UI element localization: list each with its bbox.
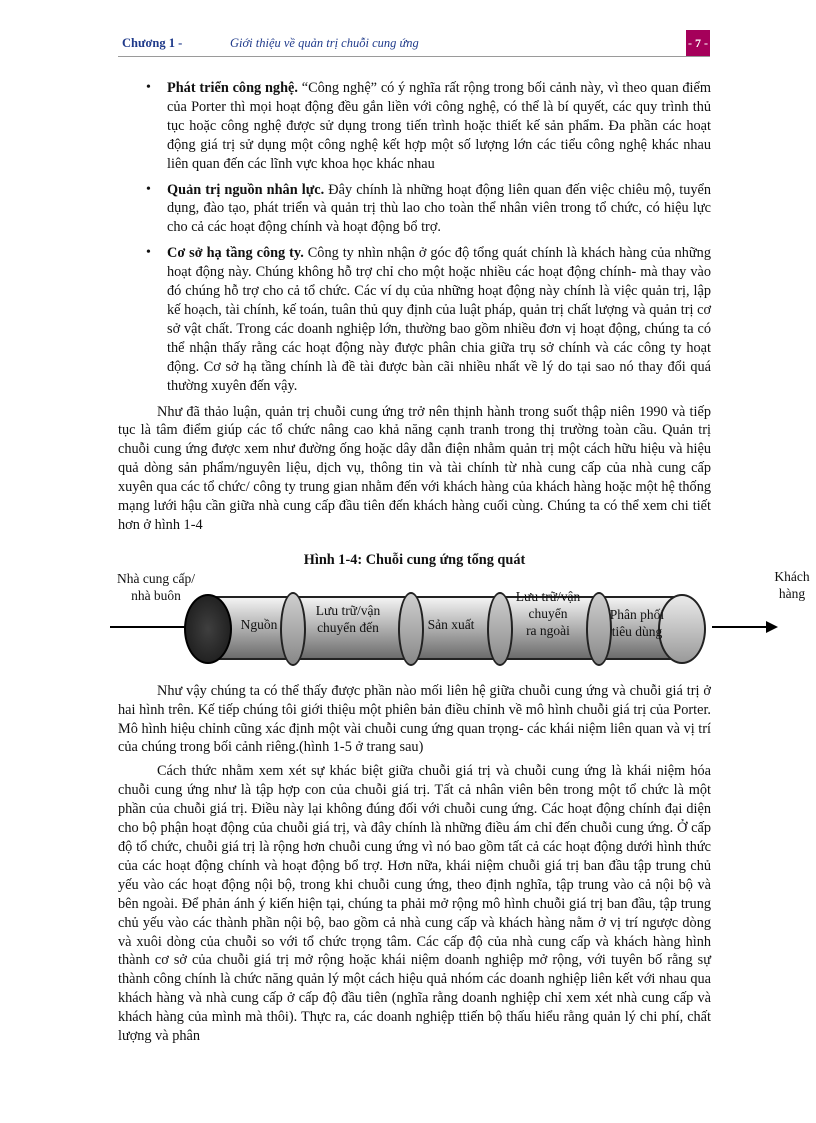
output-arrow	[712, 626, 768, 628]
supplier-label: Nhà cung cấp/ nhà buôn	[117, 570, 195, 603]
bullet-title: Cơ sở hạ tầng công ty.	[167, 245, 304, 262]
page-number-badge: - 7 -	[686, 30, 710, 56]
segment-source: Nguồn	[240, 616, 278, 632]
bullet-icon: •	[146, 80, 151, 95]
bullet-title: Quản trị nguồn nhân lực.	[167, 181, 325, 198]
paragraph: Như đã thảo luận, quản trị chuỗi cung ứng trở nên thịnh hành trong suốt thập niên 1990 và tiếp tục là tâm điểm giúp các tổ chức nâng cao khả năng cạnh tranh trong thị trường toàn cầu. Quản trị chuỗi cung ứng được xem như đường ống hoặc dây dẫn điện nhằm quản trị một cách hữu hiệu và hiệu quả dòng sản phẩm/nguyên liệu, dịch vụ, thông tin và tài chính từ nhà cung cấp của nhà cung cấp xuyên qua các tổ chức/ công ty trung gian nhằm đến với khách hàng của khách hàng hoặc một hệ thống mạng lưới hậu cần giữa nhà cung cấp đầu tiên đến khách hàng cuối cùng. Chúng ta có thể xem chi tiết hơn ở hình 1-4	[118, 403, 711, 533]
bullet-text: Công ty nhìn nhận ở góc độ tổng quát chính là khách hàng của những hoạt động này. Chúng không hỗ trợ chỉ cho một hoặc nhiều các hoạt động chính- mà thay vào đó chúng hỗ trợ cho cả tổ chức. Các ví dụ của những hoạt động này chính là việc quản trị, lập kế hoạch, tài chính, kế toán, tuân thủ quy định của luật pháp, quản trị chất lượng và quản trị cơ sở vật chất. Trong các doanh nghiệp lớn, thường bao gồm nhiều đơn vị hoạt động, chúng ta có thể nhận thấy rằng các hoạt động này được phân chia giữa trụ sở chính và các công ty hoạt động. Cơ sở hạ tầng chính là đề tài được bàn cãi nhiều nhất về lý do tại sao nó thay đổi quá thường xuyên đến vậy.	[167, 245, 711, 394]
bullet-list	[118, 79, 711, 396]
bullet-text: “Công nghệ” có ý nghĩa rất rộng trong bối cảnh này, vì theo quan điểm của Porter thì mọi hoạt động đều gắn liền với công nghệ, có thể là bí quyết, các quy trình thủ tục hoặc công nghệ được sử dụng trong tiến trình hoặc thiết kế sản phẩm. Đa phần các hoạt động giá trị sử dụng một công nghệ kết hợp một số lượng lớn các tiểu công nghệ khác nhau liên quan đến các lĩnh vực khoa học khác nhau	[167, 80, 711, 172]
figure-caption: Hình 1-4: Chuỗi cung ứng tổng quát	[303, 551, 526, 568]
page-header	[118, 30, 710, 54]
segment-inbound-logistics: Lưu trữ/vận chuyển đến	[315, 602, 381, 635]
bullet-title: Phát triển công nghệ.	[167, 80, 298, 96]
header-chapter: Chương 1 -	[122, 36, 183, 50]
customer-label: Khách hàng	[774, 568, 810, 601]
segment-production: Sản xuất	[427, 616, 475, 632]
bullet-item	[118, 79, 711, 174]
bullet-icon: •	[146, 181, 151, 197]
supply-chain-diagram	[110, 568, 816, 678]
paragraph: Cách thức nhằm xem xét sự khác biệt giữa chuỗi giá trị và chuỗi cung ứng là khái niệm hóa chuỗi cung ứng như là tập hợp con của chuỗi giá trị. Tất cả nhân viên bên trong một tổ chức là một phần của chuỗi giá trị. Điều này lại không đúng đối với chuỗi cung ứng. Các hoạt động chính đại diện cho bộ phận hoạt động của chuỗi giá trị, và đây chính là những điều ám chỉ đến chuỗi cung ứng. Ở cấp độ tổ chức, chuỗi giá trị là rộng hơn chuỗi cung ứng vì nó bao gồm tất cả các hoạt động dưới hình thức của các hoạt động chính và hoạt động bổ trợ. Hơn nữa, khái niệm chuỗi giá trị ban đầu tập trung chủ yếu vào các hoạt động nội bộ, trong khi chuỗi cung ứng, theo định nghĩa, tập trung vào cả nội bộ và bên ngoài. Để phản ánh ý kiến hiện tại, chúng ta phải mở rộng mô hình chuỗi giá trị ban đầu, tập trung chủ yếu vào các thành phần nội bộ, bao gồm cả nhà cung cấp và khách hàng nằm ở vị trí ngược dòng và xuôi dòng của chuỗi so với tổ chức trọng tâm. Các cấp độ của nhà cung cấp và khách hàng hình thành cơ sở của chuỗi giá trị mở rộng hoặc khái niệm doanh nghiệp mở rộng, với tuyên bố rằng sự thành công chính là chức năng quản lý một cách hiệu quả nhóm các doanh nghiệp liên kết với nhau qua khách hàng và nhà cung cấp ở cấp độ đầu tiên (nghĩa rằng doanh nghiệp chỉ xem xét nhà cung cấp và khách hàng của mình mà thôi). Thực ra, các doanh nghiệp ttiến bộ thấu hiểu rằng quản lý chi phí, chất lượng và phân	[118, 763, 711, 1045]
arrow-head-icon	[766, 621, 778, 633]
paragraph: Như vậy chúng ta có thể thấy được phần nào mối liên hệ giữa chuỗi cung ứng và chuỗi giá trị ở hai hình trên. Kế tiếp chúng tôi giới thiệu một phiên bản điều chỉnh về mô hình chuỗi giá trị của Porter. Mô hình hiệu chỉnh cũng xác định một vài chuỗi cung ứng quan trọng- các khái niệm liên quan và vị trí của chúng trong bối cảnh riêng.(hình 1-5 ở trang sau)	[118, 682, 711, 756]
segment-outbound-logistics: Lưu trữ/vận chuyển ra ngoài	[515, 588, 581, 638]
segment-distribution: Phân phối tiêu dùng	[609, 606, 665, 639]
header-title: Giới thiệu về quản trị chuỗi cung ứng	[230, 36, 419, 50]
bullet-text: Đây chính là những hoạt động liên quan đến việc chiêu mộ, tuyển dụng, đào tạo, phát triển và quản trị thù lao cho toàn thể nhân viên trong tổ chức, có hiệu lực cho cả các hoạt động chính và hoạt động bổ trợ.	[167, 181, 712, 236]
page-body	[117, 79, 810, 1051]
header-divider	[118, 56, 710, 57]
bullet-item	[118, 244, 711, 395]
input-arrow	[110, 626, 190, 628]
pipe-end-left	[184, 594, 232, 664]
bullet-item	[118, 181, 711, 238]
bullet-icon: •	[146, 245, 151, 261]
